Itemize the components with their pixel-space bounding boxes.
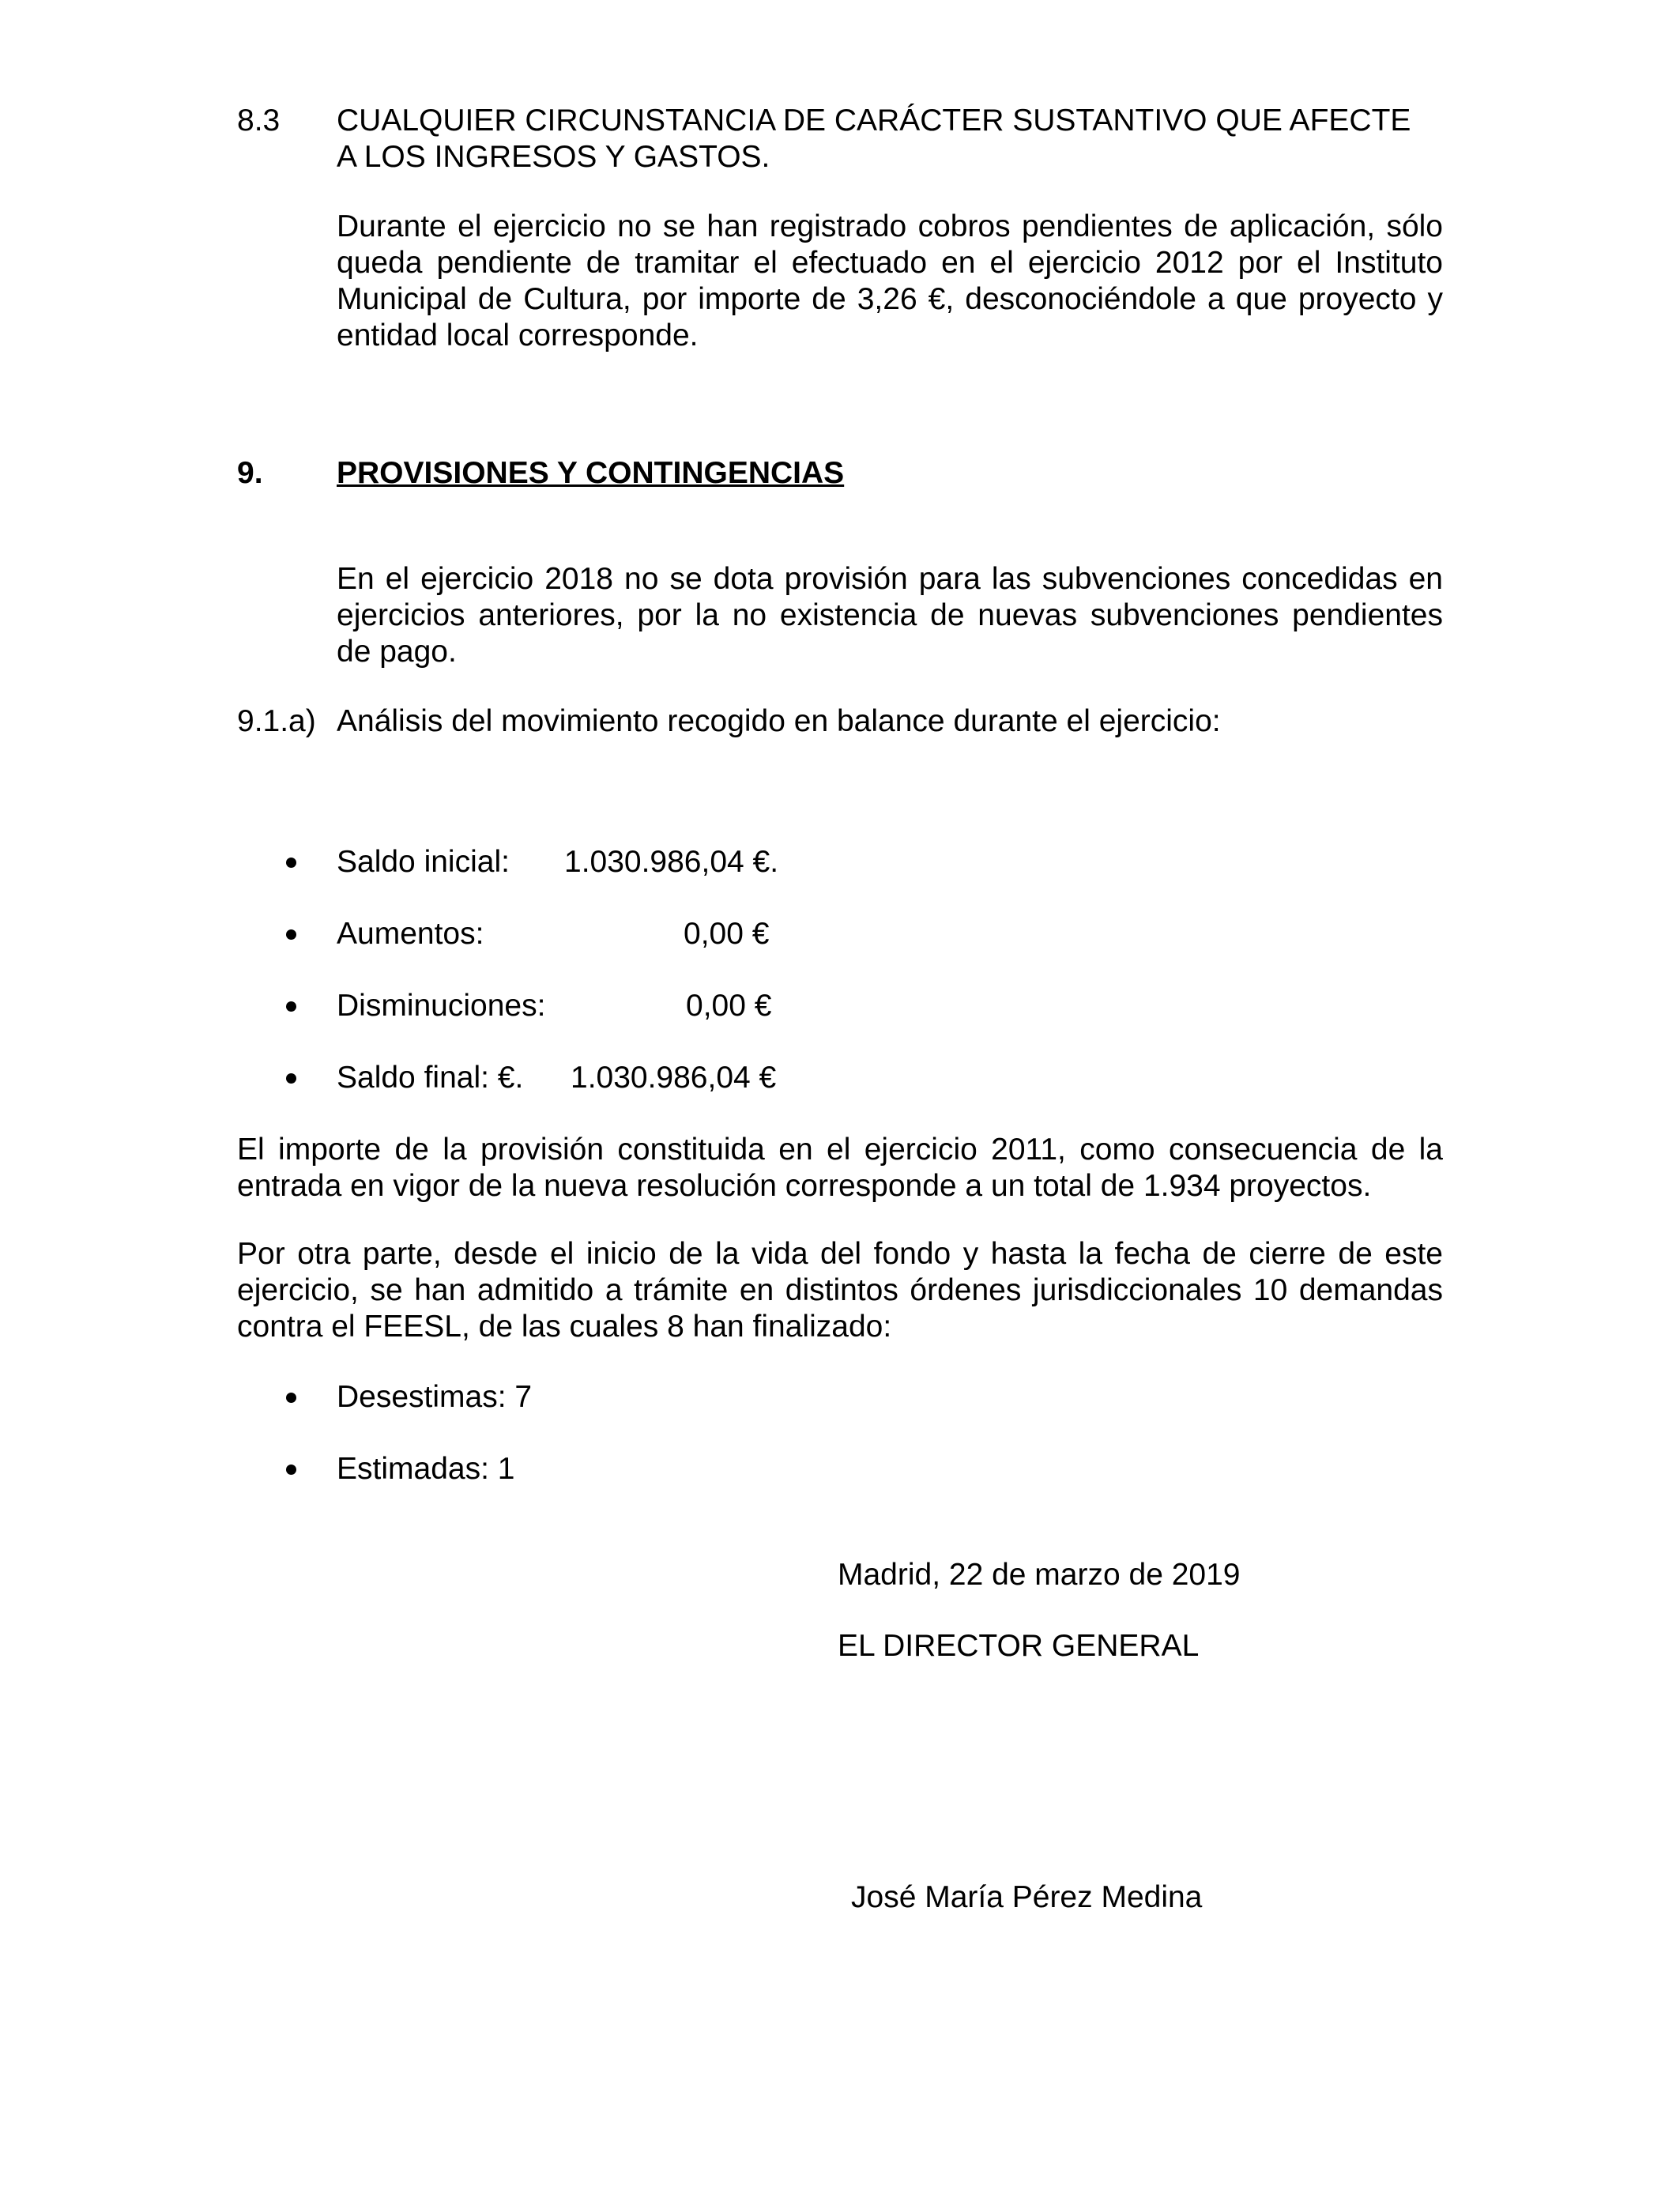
signature-place-date: Madrid, 22 de marzo de 2019	[838, 1558, 1241, 1592]
section-8-3-paragraph: Durante el ejercicio no se han registrado cobros pendientes de aplicación, sólo queda pendiente de tramitar el efectuado en el ejercicio 2012 por el Instituto Municipal de Cultura, por importe de 3,26 €, desconociéndole a que proyecto y entidad local corresponde.	[337, 209, 1443, 352]
paragraph-demandas: Por otra parte, desde el inicio de la vida del fondo y hasta la fecha de cierre de este ejercicio, se han admitido a trámite en distintos órdenes jurisdiccionales 10 demandas contra el FEESL, de las cuales 8 han finalizado:	[237, 1237, 1443, 1344]
section-9-number: 9.	[237, 456, 263, 490]
balance-value: 0,00 €	[686, 989, 772, 1023]
bullet-icon	[286, 858, 296, 868]
section-8-3-heading-line1: CUALQUIER CIRCUNSTANCIA DE CARÁCTER SUSTANTIVO QUE AFECTE	[337, 104, 1411, 138]
bullet-icon	[286, 1001, 296, 1012]
signature-name: José María Pérez Medina	[851, 1880, 1203, 1914]
demandas-item-text: Desestimas: 7	[337, 1380, 533, 1414]
section-9-1-a-number: 9.1.a)	[237, 704, 316, 738]
balance-value: 1.030.986,04 €	[571, 1061, 777, 1095]
bullet-icon	[286, 929, 296, 940]
balance-value: 1.030.986,04 €.	[564, 845, 779, 879]
paragraph-provision-2011: El importe de la provisión constituida en el ejercicio 2011, como consecuencia de la entrada en vigor de la nueva resolución corresponde a un total de 1.934 proyectos.	[237, 1133, 1443, 1203]
section-8-3-number: 8.3	[237, 104, 281, 138]
section-9-title: PROVISIONES Y CONTINGENCIAS	[337, 456, 845, 490]
balance-value: 0,00 €	[684, 917, 770, 951]
signature-role: EL DIRECTOR GENERAL	[838, 1629, 1200, 1663]
bullet-icon	[286, 1073, 296, 1084]
section-9-paragraph: En el ejercicio 2018 no se dota provisión para las subvenciones concedidas en ejercicios anteriores, por la no existencia de nuevas subvenciones pendientes de pago.	[337, 562, 1443, 669]
section-9-1-a-text: Análisis del movimiento recogido en balance durante el ejercicio:	[337, 704, 1221, 738]
bullet-icon	[286, 1465, 296, 1475]
bullet-icon	[286, 1393, 296, 1403]
balance-label: Saldo final: €.	[337, 1061, 524, 1095]
balance-label: Disminuciones:	[337, 989, 546, 1023]
section-8-3-heading-line2: A LOS INGRESOS Y GASTOS.	[337, 140, 770, 174]
balance-label: Saldo inicial:	[337, 845, 510, 879]
balance-label: Aumentos:	[337, 917, 484, 951]
demandas-item-text: Estimadas: 1	[337, 1452, 515, 1486]
